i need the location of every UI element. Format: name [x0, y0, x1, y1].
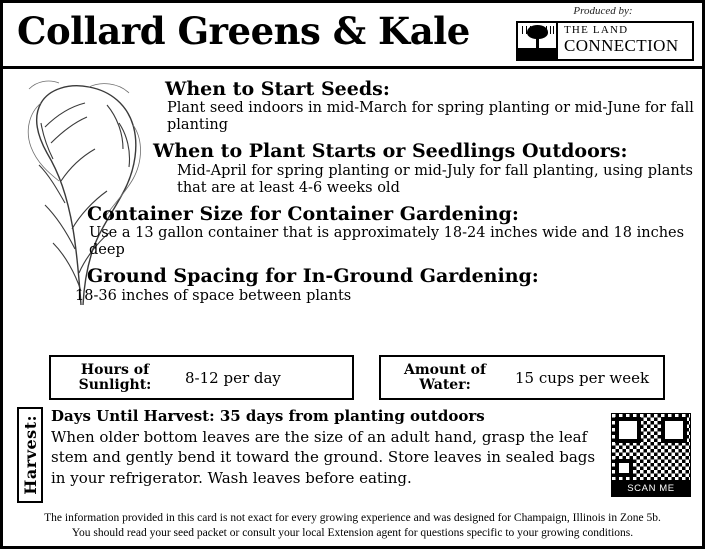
- qr-caption: SCAN ME: [611, 481, 691, 497]
- stat-sunlight: [49, 355, 354, 400]
- stat-label: Amount of Water:: [403, 361, 487, 393]
- qr-code-block[interactable]: [611, 413, 693, 497]
- section-container-size: [87, 202, 698, 259]
- section-body: Use a 13 gallon container that is approximately 18-24 inches wide and 18 inches deep: [89, 225, 685, 259]
- harvest-block: [17, 407, 693, 503]
- stat-boxes: [49, 355, 665, 400]
- section-body: Plant seed indoors in mid-March for spring planting or mid-June for fall planting: [167, 100, 694, 134]
- card-header: [3, 3, 702, 69]
- produced-by-label: Produced by:: [573, 5, 633, 17]
- harvest-tab: [17, 407, 43, 503]
- stat-water: [379, 355, 665, 400]
- footer-line-2: You should read your seed packet or consult your local Extension agent for questions specific to your growing conditions.: [71, 527, 634, 540]
- section-heading: When to Plant Starts or Seedlings Outdoors:: [153, 140, 628, 163]
- section-body: Mid-April for spring planting or mid-July for fall planting, using plants that are at least 4-6 weeks old: [177, 162, 693, 196]
- publisher-logo: [516, 7, 694, 61]
- section-body: 18-36 inches of space between plants: [75, 287, 352, 304]
- harvest-tab-label: Harvest:: [20, 415, 40, 495]
- logo-line-2: CONNECTION: [564, 36, 679, 55]
- qr-code-icon[interactable]: [611, 413, 691, 481]
- page-title: Collard Greens & Kale: [17, 9, 470, 53]
- stat-value: 8-12 per day: [185, 368, 281, 387]
- growing-info: [75, 78, 698, 312]
- stat-label: Hours of Sunlight:: [78, 361, 152, 393]
- section-heading: When to Start Seeds:: [165, 78, 390, 100]
- section-ground-spacing: [75, 265, 698, 304]
- section-heading: Ground Spacing for In-Ground Gardening:: [87, 265, 539, 288]
- section-plant-outdoors: [153, 141, 698, 196]
- stat-value: 15 cups per week: [515, 368, 650, 387]
- tree-in-field-icon: [518, 23, 558, 59]
- harvest-title: Days Until Harvest: 35 days from planting outdoors: [51, 407, 485, 425]
- harvest-text: When older bottom leaves are the size of an adult hand, grasp the leaf stem and gently bend it toward the ground. Store leaves in sealed bags in your refrigerator. Wash leaves before eating.: [51, 428, 596, 487]
- section-heading: Container Size for Container Gardening:: [87, 202, 519, 225]
- footer-line-1: The information provided in this card is not exact for every growing experience and was designed for Champaign, Illinois in Zone 5b.: [44, 511, 661, 524]
- section-start-seeds: [153, 79, 698, 134]
- footer-disclaimer: [3, 511, 702, 542]
- logo-line-1: THE LAND: [564, 24, 629, 36]
